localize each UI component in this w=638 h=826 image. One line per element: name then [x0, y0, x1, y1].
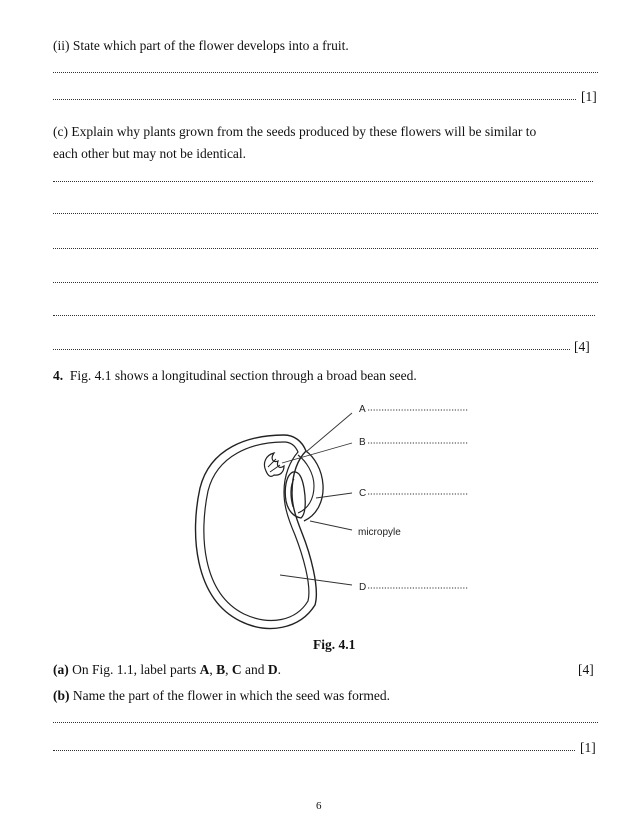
label-c: C	[359, 488, 367, 499]
question-text: On Fig. 1.1, label parts	[68, 662, 200, 677]
figure-caption: Fig. 4.1	[313, 637, 356, 652]
plumule	[264, 453, 284, 476]
part-letter: D	[267, 662, 278, 677]
part-label: (a)	[53, 662, 69, 677]
marks-label: [4]	[578, 662, 594, 677]
part-label: (b)	[53, 688, 70, 703]
question-number: 4.	[53, 368, 64, 383]
question-c-line1: (c) Explain why plants grown from the seeds produced by these flowers will be similar to	[53, 124, 537, 139]
answer-line[interactable]	[53, 722, 598, 723]
seed-inner-testa	[204, 442, 309, 620]
separator: and	[241, 662, 268, 677]
question-c-line2: each other but may not be identical.	[53, 146, 247, 161]
label-d: D	[359, 582, 367, 593]
page-number: 6	[316, 800, 322, 812]
question-4-text: Fig. 4.1 shows a longitudinal section through a broad bean seed.	[69, 368, 417, 383]
answer-line[interactable]	[53, 349, 570, 350]
answer-line[interactable]	[53, 99, 576, 100]
label-micropyle: micropyle	[358, 527, 401, 538]
question-4a	[53, 662, 281, 678]
part-letter: B	[216, 662, 226, 677]
answer-line[interactable]	[53, 248, 598, 249]
answer-line[interactable]	[53, 181, 593, 182]
answer-line[interactable]	[53, 282, 598, 283]
marks-label: [1]	[580, 740, 596, 755]
label-a: A	[359, 404, 366, 415]
question-text: Name the part of the flower in which the seed was formed.	[69, 688, 391, 703]
marks-label: [1]	[581, 89, 597, 104]
question-4-intro	[53, 368, 417, 384]
separator: .	[277, 662, 282, 677]
testa-right-inner	[298, 455, 314, 513]
seed-outer-testa	[196, 435, 317, 628]
answer-line[interactable]	[53, 213, 598, 214]
question-ii: (ii) State which part of the flower develops into a fruit.	[53, 38, 349, 53]
answer-line[interactable]	[53, 72, 598, 73]
part-letter: A	[199, 662, 210, 677]
broad-bean-seed-diagram	[180, 393, 480, 633]
marks-label: [4]	[574, 339, 590, 354]
answer-line[interactable]	[53, 315, 595, 316]
answer-line[interactable]	[53, 750, 575, 751]
part-letter: C	[231, 662, 242, 677]
question-4b	[53, 688, 390, 704]
separator: ,	[209, 662, 217, 677]
separator: ,	[225, 662, 232, 677]
label-b: B	[359, 437, 366, 448]
